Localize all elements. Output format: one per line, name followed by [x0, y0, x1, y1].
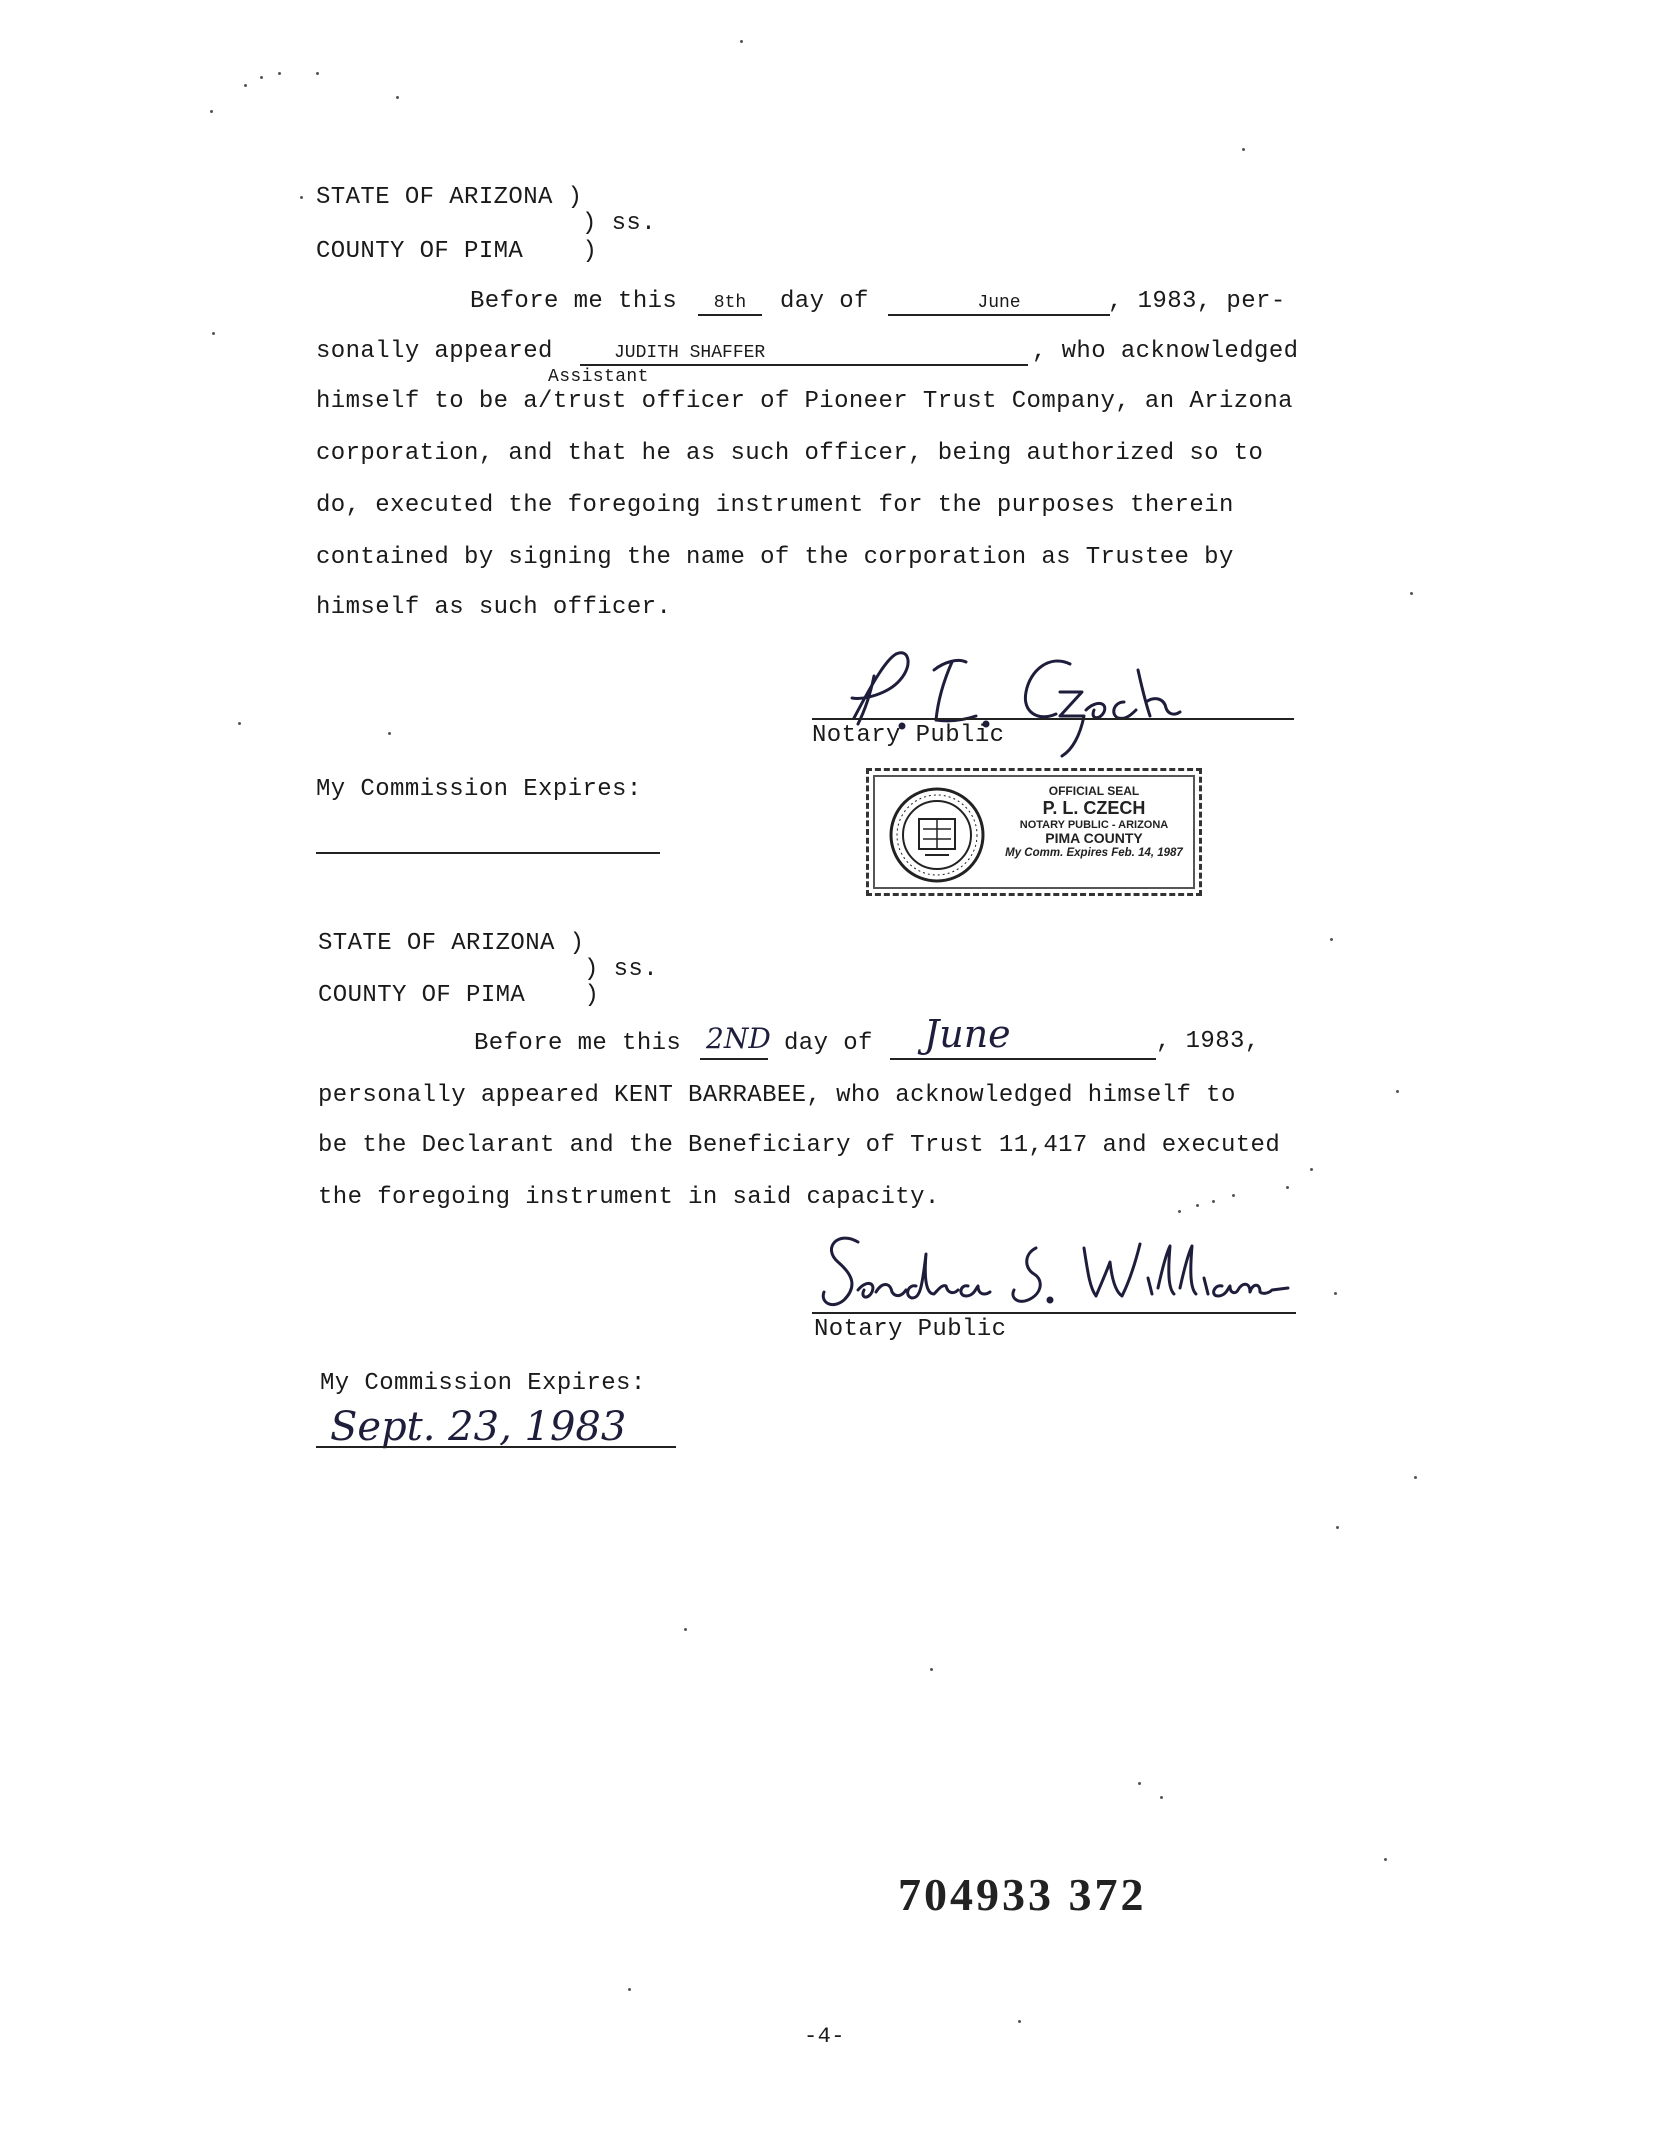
seal-emblem-icon — [887, 785, 987, 885]
ack2-line3: be the Declarant and the Beneficiary of Trust 11,417 and executed — [318, 1132, 1281, 1159]
seal-text — [989, 785, 1199, 859]
recorder-stamp-number: 704933 372 — [898, 1869, 1147, 1920]
ack1-line1-end: , 1983, per- — [1108, 288, 1286, 315]
notary-caption-1: Notary Public — [812, 722, 1005, 749]
notary-signature-2 — [818, 1224, 1298, 1320]
ack2-line2: personally appeared KENT BARRABEE, who acknowledged himself to — [318, 1082, 1236, 1109]
commission-label-1: My Commission Expires: — [316, 776, 642, 803]
venue-state-2: STATE OF ARIZONA ) — [318, 930, 585, 957]
commission-blank-line-1 — [316, 852, 660, 854]
seal-title: OFFICIAL SEAL — [1048, 784, 1140, 798]
seal-role: NOTARY PUBLIC - ARIZONA — [1019, 818, 1169, 831]
ack2-line4: the foregoing instrument in said capacity. — [318, 1184, 940, 1211]
commission-date-line-2 — [316, 1446, 676, 1448]
ack2-line1-start: Before me this — [474, 1030, 682, 1057]
signature-line-2 — [812, 1312, 1296, 1314]
venue-ss-2: ) ss. — [584, 956, 659, 983]
notary-seal — [866, 768, 1202, 896]
ack1-name-field: JUDITH SHAFFER — [580, 344, 1028, 366]
ack1-line5: do, executed the foregoing instrument for the purposes therein — [316, 492, 1234, 519]
ack1-insertion: Assistant — [548, 367, 649, 387]
ack1-month-field: June — [888, 294, 1110, 316]
ack1-line2-end: , who acknowledged — [1032, 338, 1299, 365]
seal-name: P. L. CZECH — [1042, 798, 1146, 819]
ack2-month-handwritten: June — [924, 1012, 1011, 1056]
seal-expiry: My Comm. Expires Feb. 14, 1987 — [1005, 846, 1183, 859]
ack2-day-handwritten: 2ND — [706, 1022, 771, 1055]
ack1-line1-start: Before me this — [470, 288, 678, 315]
ack2-line1-end: , 1983, — [1156, 1028, 1260, 1055]
seal-county: PIMA COUNTY — [1045, 829, 1143, 846]
signature-line-1 — [812, 718, 1294, 720]
ack1-line1-mid: day of — [780, 288, 869, 315]
venue-ss-1: ) ss. — [582, 210, 657, 237]
ack2-line1-mid: day of — [784, 1030, 873, 1057]
venue-county-1: COUNTY OF PIMA ) — [316, 238, 598, 265]
ack1-line6: contained by signing the name of the corporation as Trustee by — [316, 544, 1234, 571]
commission-date-handwritten: Sept. 23, 1983 — [330, 1404, 627, 1450]
ack2-day-line — [700, 1058, 768, 1060]
ack1-line4: corporation, and that he as such officer, being authorized so to — [316, 440, 1264, 467]
notary-caption-2: Notary Public — [814, 1316, 1007, 1343]
page-number: -4- — [804, 2024, 845, 2049]
venue-county-2: COUNTY OF PIMA ) — [318, 982, 600, 1009]
ack1-line3: himself to be a/trust officer of Pioneer Trust Company, an Arizona — [316, 388, 1293, 415]
venue-state-1: STATE OF ARIZONA ) — [316, 184, 583, 211]
commission-label-2: My Commission Expires: — [320, 1370, 646, 1397]
ack1-line7: himself as such officer. — [316, 594, 672, 621]
ack1-day-field: 8th — [698, 294, 762, 316]
ack1-line2-start: sonally appeared — [316, 338, 553, 365]
ack2-month-line — [890, 1058, 1156, 1060]
